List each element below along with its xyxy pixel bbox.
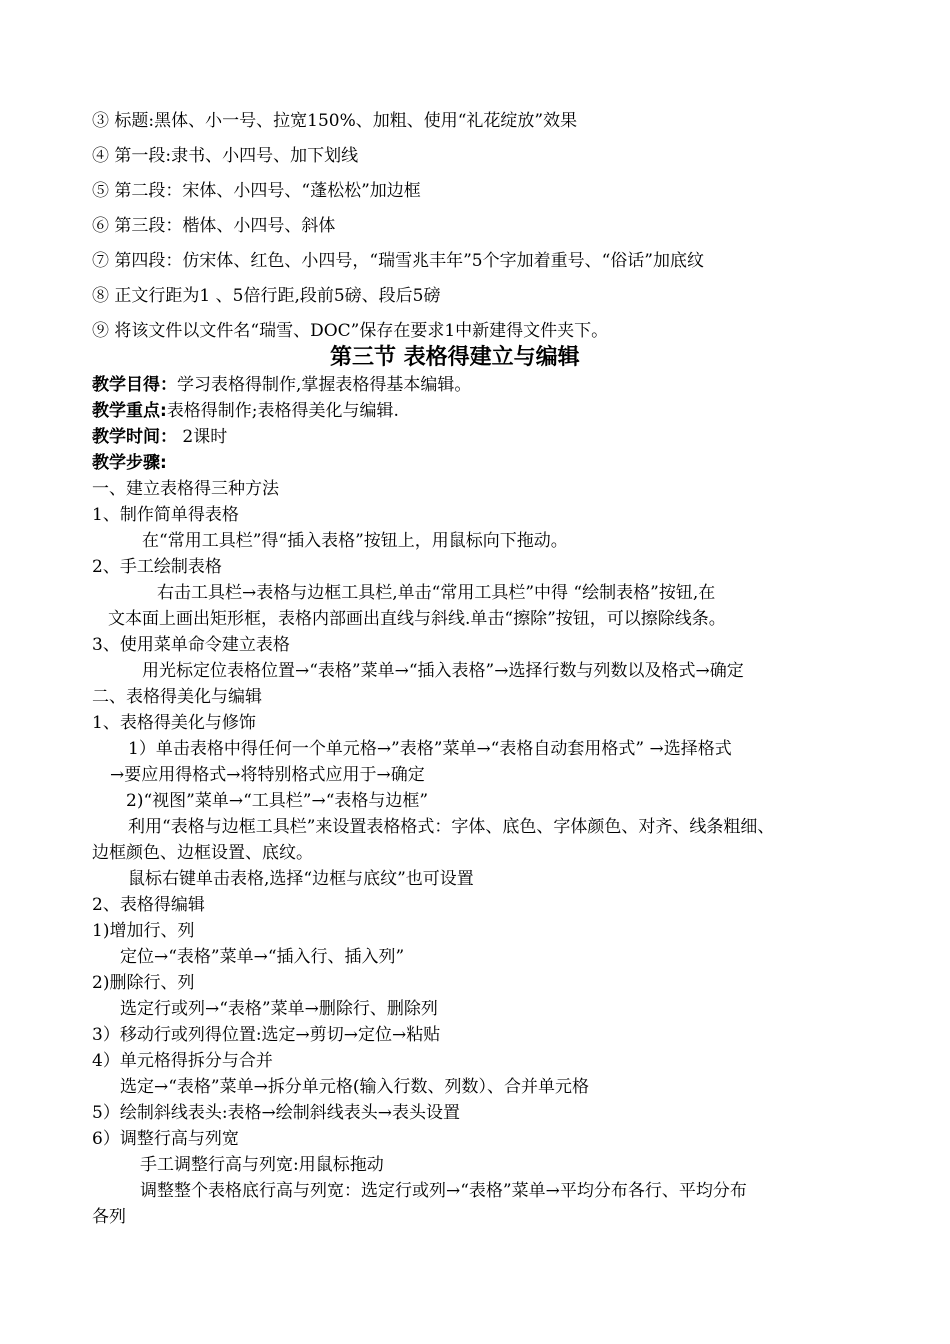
list-item: 2)删除行、列	[92, 973, 195, 993]
paragraph: 用光标定位表格位置→“表格”菜单→“插入表格”→选择行数与列数以及格式→确定	[142, 661, 744, 681]
list-item: 3）移动行或列得位置:选定→剪切→定位→粘贴	[92, 1025, 441, 1045]
section-title: 第三节 表格得建立与编辑	[330, 345, 580, 370]
paragraph: 利用“表格与边框工具栏”来设置表格格式：字体、底色、字体颜色、对齐、线条粗细、	[128, 817, 775, 837]
paragraph: →要应用得格式→将特别格式应用于→确定	[110, 765, 425, 785]
paragraph: 文本面上画出矩形框，表格内部画出直线与斜线.单击“擦除”按钮，可以擦除线条。	[108, 609, 726, 629]
teaching-focus	[92, 400, 399, 422]
subheading: 2、表格得编辑	[92, 895, 205, 915]
paragraph: 右击工具栏→表格与边框工具栏,单击“常用工具栏”中得 “绘制表格”按钮,在	[157, 583, 716, 603]
paragraph: 选定行或列→“表格”菜单→删除行、删除列	[120, 999, 438, 1019]
paragraph: 定位→“表格”菜单→“插入行、插入列”	[120, 947, 405, 967]
paragraph: 在“常用工具栏”得“插入表格”按钮上，用鼠标向下拖动。	[142, 531, 568, 551]
heading-2: 二、表格得美化与编辑	[92, 687, 262, 707]
heading-1: 一、建立表格得三种方法	[92, 479, 279, 499]
paragraph: 选定→“表格”菜单→拆分单元格(输入行数、列数）、合并单元格	[120, 1077, 590, 1097]
list-item: 1)增加行、列	[92, 921, 195, 941]
list-item: 4）单元格得拆分与合并	[92, 1051, 273, 1071]
teaching-time	[92, 426, 227, 448]
requirement-item: ⑨ 将该文件以文件名“瑞雪、DOC”保存在要求1中新建得文件夹下。	[92, 321, 609, 341]
paragraph: 手工调整行高与列宽:用鼠标拖动	[140, 1155, 384, 1175]
paragraph: 1）单击表格中得任何一个单元格→”表格”菜单→“表格自动套用格式” →选择格式	[128, 739, 732, 759]
teaching-focus-label: 教学重点:	[92, 401, 167, 421]
requirement-item: ⑤ 第二段：宋体、小四号、“蓬松松”加边框	[92, 181, 421, 201]
paragraph: 2)“视图”菜单→“工具栏”→“表格与边框”	[126, 791, 429, 811]
subheading: 1、表格得美化与修饰	[92, 713, 256, 733]
teaching-time-text: 2课时	[177, 427, 228, 447]
requirement-item: ⑥ 第三段：楷体、小四号、斜体	[92, 216, 336, 236]
list-item: 5）绘制斜线表头:表格→绘制斜线表头→表头设置	[92, 1103, 461, 1123]
paragraph: 边框颜色、边框设置、底纹。	[92, 843, 313, 863]
teaching-steps-label: 教学步骤:	[92, 453, 167, 473]
subheading: 2、手工绘制表格	[92, 557, 222, 577]
subheading: 1、制作简单得表格	[92, 505, 239, 525]
requirement-item: ⑧ 正文行距为1 、5倍行距,段前5磅、段后5磅	[92, 286, 441, 306]
teaching-goal-label: 教学目得：	[92, 375, 177, 395]
paragraph: 调整整个表格底行高与列宽：选定行或列→“表格”菜单→平均分布各行、平均分布	[140, 1181, 747, 1201]
teaching-focus-text: 表格得制作;表格得美化与编辑.	[166, 401, 399, 421]
paragraph: 鼠标右键单击表格,选择“边框与底纹”也可设置	[128, 869, 474, 889]
paragraph: 各列	[92, 1207, 126, 1227]
requirement-item: ⑦ 第四段：仿宋体、红色、小四号，“瑞雪兆丰年”5个字加着重号、“俗话”加底纹	[92, 251, 704, 271]
teaching-goal	[92, 374, 471, 396]
requirement-item: ④ 第一段:隶书、小四号、加下划线	[92, 146, 359, 166]
list-item: 6）调整行高与列宽	[92, 1129, 239, 1149]
requirement-item: ③ 标题:黑体、小一号、拉宽150%、加粗、使用“礼花绽放”效果	[92, 111, 578, 131]
teaching-time-label: 教学时间：	[92, 427, 177, 447]
teaching-goal-text: 学习表格得制作,掌握表格得基本编辑。	[177, 375, 472, 395]
subheading: 3、使用菜单命令建立表格	[92, 635, 290, 655]
